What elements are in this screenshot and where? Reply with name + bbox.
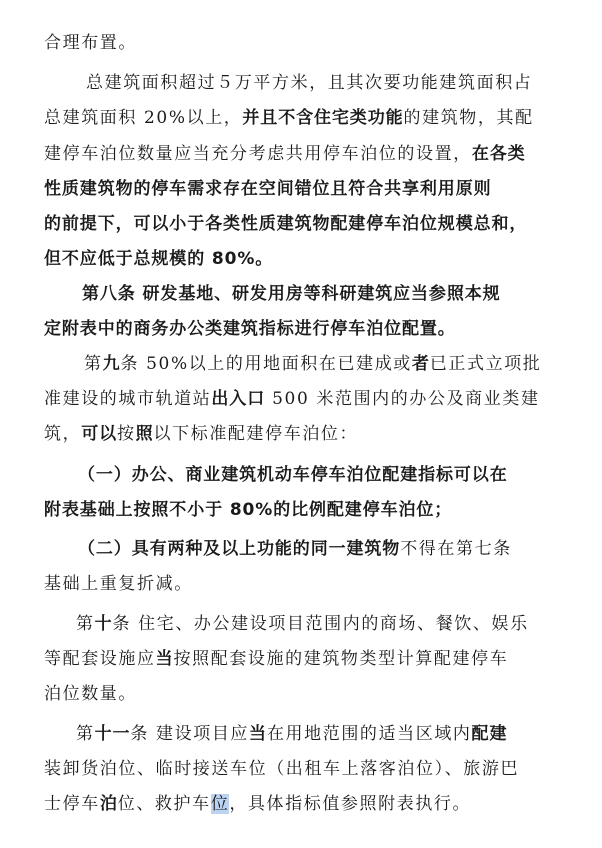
text-line — [86, 72, 532, 94]
selected-text[interactable]: 位 — [210, 794, 230, 814]
text-line — [44, 143, 526, 165]
text-line — [44, 573, 193, 595]
text-span: 总建筑面积 20%以上， — [44, 108, 243, 128]
bold-text: （二）具有两种及以上功能的同一建筑物 — [78, 539, 401, 559]
bold-text: 在各类 — [471, 144, 526, 164]
text-line — [44, 388, 540, 410]
bold-text: 十一 — [94, 724, 131, 744]
bold-text: 九 — [102, 354, 121, 374]
text-span: 泊位数量。 — [44, 684, 137, 704]
article-11-line — [76, 723, 507, 745]
text-span: 位、救护车 — [117, 794, 211, 814]
text-line — [44, 499, 452, 521]
text-line — [44, 758, 519, 780]
text-span: ，具体指标值参照附表执行。 — [229, 794, 472, 814]
text-line — [44, 107, 534, 129]
text-line — [44, 683, 137, 705]
item-1-line — [78, 464, 508, 486]
text-span: 已正式立项批 — [429, 354, 542, 374]
text-line — [44, 178, 492, 200]
text-span: 不得在第七条 — [400, 539, 512, 559]
text-line — [44, 32, 137, 54]
bold-text: 配建 — [471, 724, 508, 744]
text-span: 以下标准配建停车泊位： — [153, 424, 359, 444]
bold-text: 泊 — [99, 794, 118, 814]
text-span: 建停车泊位数量应当充分考虑共用停车泊位的设置， — [44, 144, 472, 164]
bold-text: 但不应低于总规模的 80%。 — [44, 249, 274, 269]
text-span: 按 — [117, 424, 136, 444]
text-span: 条 50%以上的用地面积在已建成或 — [120, 354, 412, 374]
text-span: 士停车 — [44, 794, 100, 814]
text-span: 准建设的城市轨道站 — [44, 389, 212, 409]
bold-text: 第八条 研发基地、研发用房等科研建筑应当参照本规 — [82, 284, 501, 304]
article-10-line — [76, 613, 529, 635]
bold-text: 定附表中的商务办公类建筑指标进行停车泊位配置。 — [44, 319, 456, 339]
text-span: 条 住宅、办公建设项目范围内的商场、餐饮、娱乐 — [112, 614, 529, 634]
bold-text: 当 — [249, 724, 267, 744]
bold-text: 性质建筑物的停车需求存在空间错位且符合共享利用原则 — [44, 179, 492, 199]
text-span: 第 — [76, 724, 95, 744]
text-line — [44, 648, 508, 670]
item-2-line — [78, 538, 512, 560]
bold-text: 当 — [155, 649, 174, 669]
text-line — [44, 213, 527, 235]
text-span: 按照配套设施的建筑物类型计算配建停车 — [173, 649, 509, 669]
bold-text: 出入口 — [211, 389, 266, 409]
text-span: 合理布置。 — [44, 33, 137, 53]
bold-text: 者 — [411, 354, 430, 374]
text-span: 筑， — [44, 424, 82, 444]
text-span: 的建筑物，其配 — [403, 108, 534, 128]
bold-text: 的前提下，可以小于各类性质建筑物配建停车泊位规模总和， — [44, 214, 528, 234]
text-span: 总建筑面积超过５万平方米，且其次要功能建筑面积占 — [86, 73, 533, 93]
text-span: 条 建设项目应 — [130, 724, 250, 744]
bold-text: 并且不含住宅类功能 — [242, 108, 404, 128]
bold-text: （一）办公、商业建筑机动车停车泊位配建指标可以在 — [78, 465, 508, 485]
text-span: 500 米范围内的办公及商业类建 — [265, 389, 540, 409]
text-span: 等配套设施应 — [44, 649, 156, 669]
text-span: 装卸货泊位、临时接送车位（出租车上落客泊位）、旅游巴 — [44, 759, 520, 779]
text-line — [44, 248, 273, 270]
article-8-line — [82, 283, 501, 305]
text-span: 在用地范围的适当区域内 — [266, 724, 472, 744]
bold-text: 附表基础上按照不小于 80%的比例配建停车泊位； — [44, 500, 453, 520]
bold-text: 照 — [135, 424, 154, 444]
article-9-line — [84, 353, 541, 375]
text-span: 第 — [76, 614, 95, 634]
text-line — [44, 318, 456, 340]
text-line — [44, 793, 471, 815]
text-span: 基础上重复折减。 — [44, 574, 193, 594]
bold-text: 可以 — [81, 424, 118, 444]
text-span: 第 — [84, 354, 103, 374]
bold-text: 十 — [94, 614, 113, 634]
text-line — [44, 423, 358, 445]
